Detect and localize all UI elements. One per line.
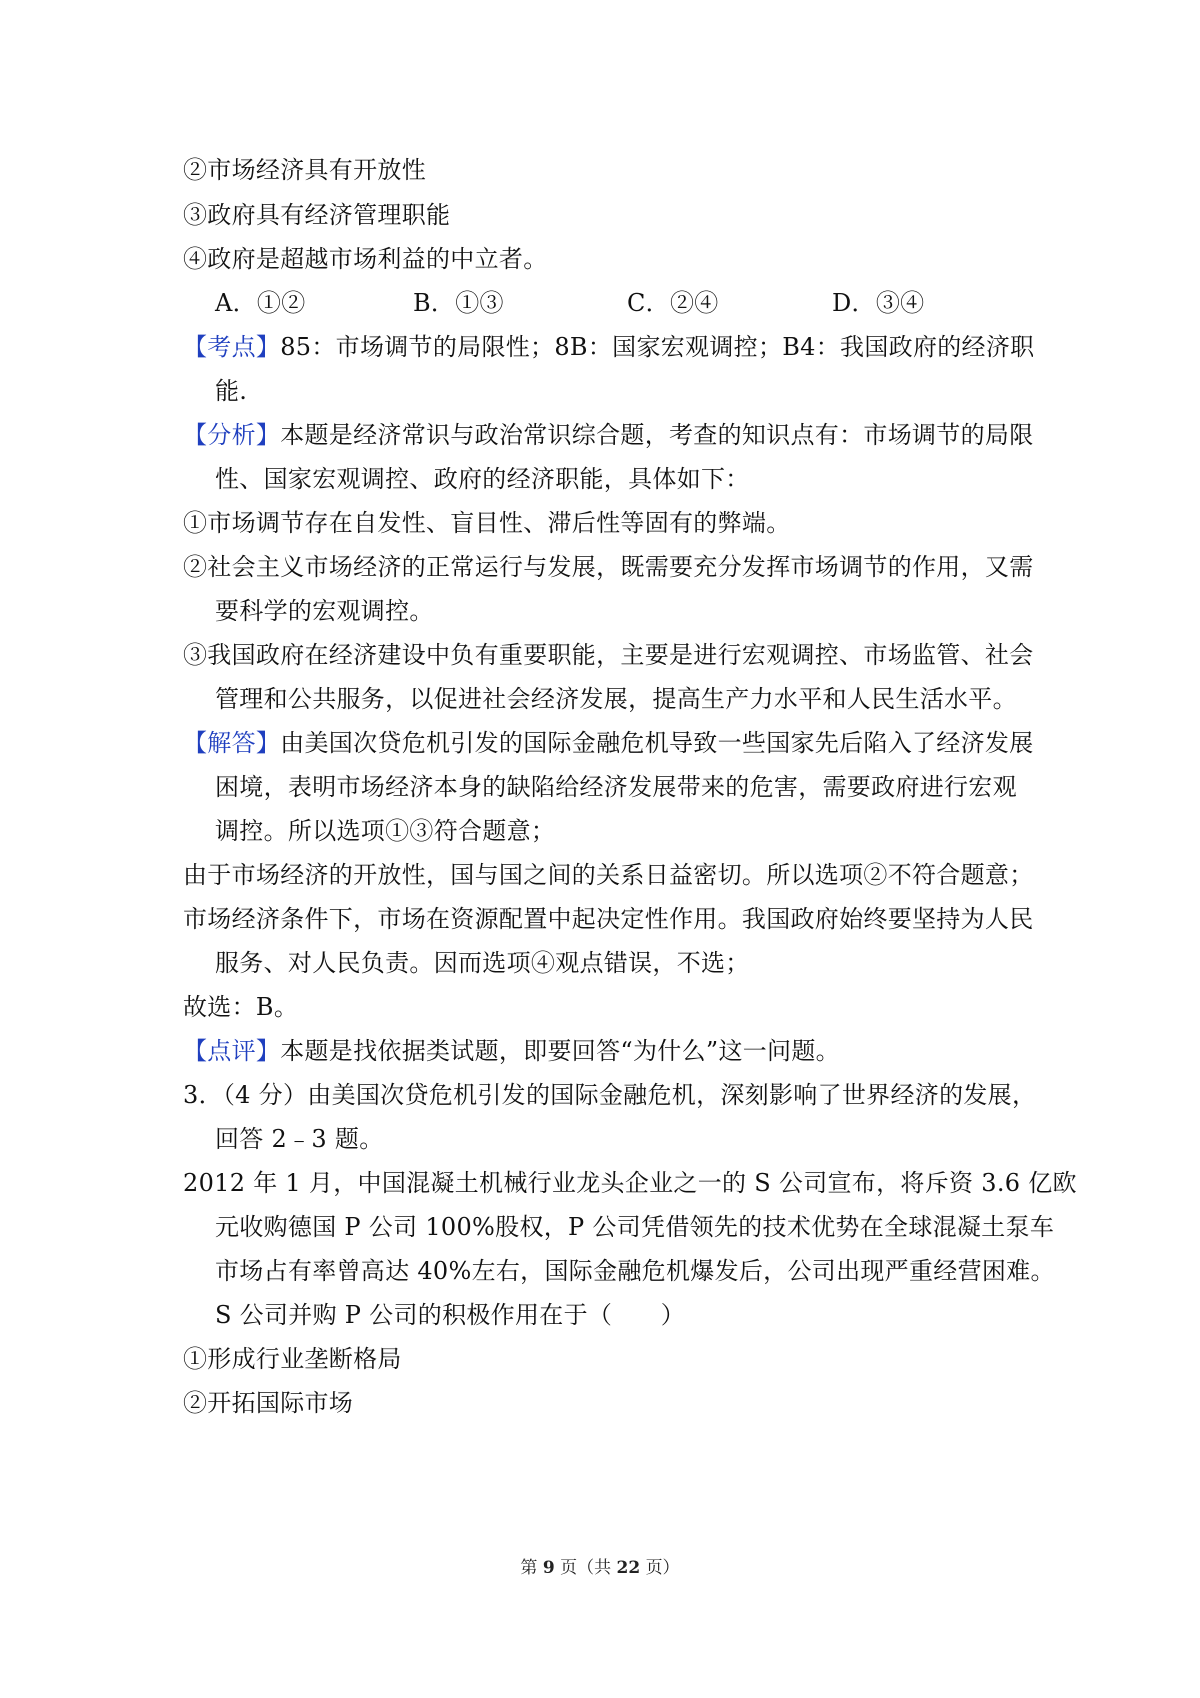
dianping-tag: 【点评】 xyxy=(183,1037,281,1065)
q3-material-1: 2012 年 1 月，中国混凝土机械行业龙头企业之一的 S 公司宣布，将斥资 3.6 亿欧 xyxy=(183,1169,1077,1197)
jieda-line-1 xyxy=(183,726,1034,760)
dianping-text: 本题是找依据类试题，即要回答“为什么”这一问题。 xyxy=(280,1037,840,1065)
fenxi-line-2: 性、国家宏观调控、政府的经济职能，具体如下： xyxy=(215,465,750,493)
jieda-line-3: 调控。所以选项①③符合题意； xyxy=(215,817,556,845)
page-footer xyxy=(0,1553,1200,1578)
kaodian-line-2: 能. xyxy=(215,377,248,405)
fenxi-text: 本题是经济常识与政治常识综合题，考查的知识点有：市场调节的局限 xyxy=(280,421,1034,449)
footer-prefix: 第 xyxy=(520,1558,538,1578)
option-item-4: ④政府是超越市场利益的中立者。 xyxy=(183,245,548,273)
q3-question: S 公司并购 P 公司的积极作用在于（ ） xyxy=(215,1301,686,1329)
q3-item-2: ②开拓国际市场 xyxy=(183,1389,354,1417)
jieda-line-2: 困境，表明市场经济本身的缺陷给经济发展带来的危害，需要政府进行宏观 xyxy=(215,773,1017,801)
option-b: B．①③ xyxy=(413,289,504,317)
jieda-tag: 【解答】 xyxy=(183,729,281,757)
jieda-text: 由美国次贷危机引发的国际金融危机导致一些国家先后陷入了经济发展 xyxy=(280,729,1034,757)
jieda-answer: 故选：B。 xyxy=(183,993,299,1021)
q3-stem-2: 回答 2﹣3 题。 xyxy=(215,1125,384,1153)
fenxi-point-1: ①市场调节存在自发性、盲目性、滞后性等固有的弊端。 xyxy=(183,509,791,537)
q3-item-1: ①形成行业垄断格局 xyxy=(183,1345,402,1373)
total-pages: 22 xyxy=(616,1558,641,1578)
option-d: D．③④ xyxy=(832,289,925,317)
dianping-line xyxy=(183,1034,840,1068)
q3-material-3: 市场占有率曾高达 40%左右，国际金融危机爆发后，公司出现严重经营困难。 xyxy=(215,1257,1055,1285)
fenxi-line-1 xyxy=(183,418,1034,452)
option-item-3: ③政府具有经济管理职能 xyxy=(183,201,451,229)
fenxi-point-2b: 要科学的宏观调控。 xyxy=(215,597,434,625)
footer-mid: 页（共 xyxy=(560,1558,612,1578)
option-a: A．①② xyxy=(215,289,306,317)
q3-stem-1: 3．（4 分）由美国次贷危机引发的国际金融危机，深刻影响了世界经济的发展， xyxy=(183,1081,1037,1109)
page-number: 9 xyxy=(542,1558,555,1578)
jieda-para-2: 由于市场经济的开放性，国与国之间的关系日益密切。所以选项②不符合题意； xyxy=(183,861,1034,889)
q3-material-2: 元收购德国 P 公司 100%股权，P 公司凭借领先的技术优势在全球混凝土泵车 xyxy=(215,1213,1055,1241)
jieda-para-3a: 市场经济条件下，市场在资源配置中起决定性作用。我国政府始终要坚持为人民 xyxy=(183,905,1034,933)
footer-suffix: 页） xyxy=(645,1558,680,1578)
fenxi-tag: 【分析】 xyxy=(183,421,281,449)
jieda-para-3b: 服务、对人民负责。因而选项④观点错误，不选； xyxy=(215,949,750,977)
kaodian-line-1 xyxy=(183,330,1034,364)
option-item-2: ②市场经济具有开放性 xyxy=(183,156,426,184)
kaodian-tag: 【考点】 xyxy=(183,333,281,361)
kaodian-text: 85：市场调节的局限性；8B：国家宏观调控；B4：我国政府的经济职 xyxy=(280,333,1035,361)
fenxi-point-3a: ③我国政府在经济建设中负有重要职能，主要是进行宏观调控、市场监管、社会 xyxy=(183,641,1034,669)
fenxi-point-3b: 管理和公共服务，以促进社会经济发展，提高生产力水平和人民生活水平。 xyxy=(215,685,1017,713)
option-c: C．②④ xyxy=(627,289,719,317)
fenxi-point-2a: ②社会主义市场经济的正常运行与发展，既需要充分发挥市场调节的作用，又需 xyxy=(183,553,1034,581)
